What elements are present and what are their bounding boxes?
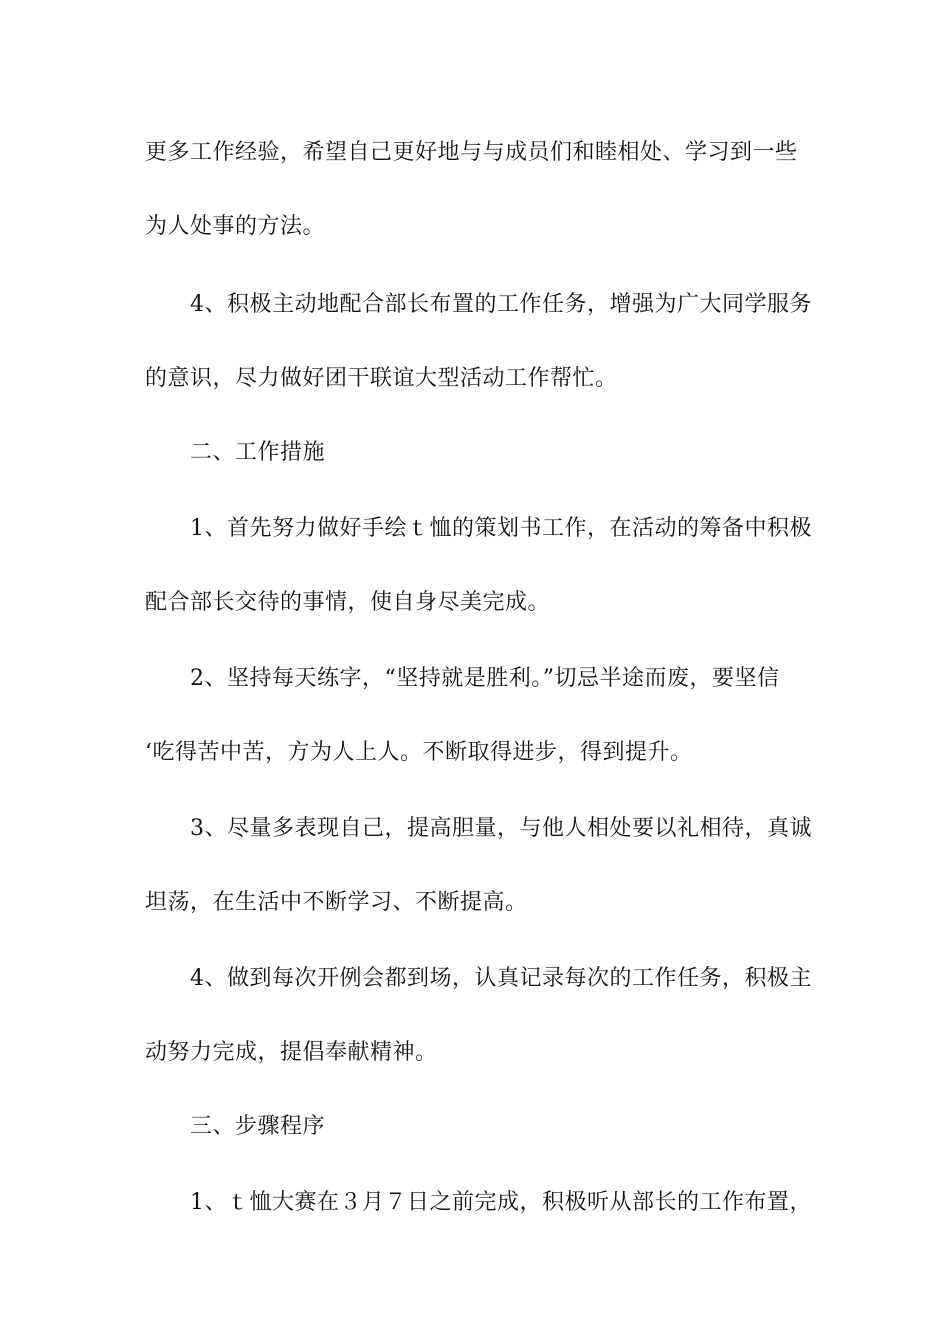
paragraph-line: 3、尽量多表现自己，提高胆量，与他人相处要以礼相待，真诚	[190, 816, 812, 841]
paragraph-line: 2、坚持每天练字，“坚持就是胜利。”切忌半途而废，要坚信	[190, 666, 780, 691]
paragraph-line: 更多工作经验，希望自己更好地与与成员们和睦相处、学习到一些	[145, 140, 798, 165]
paragraph-line: 坦荡，在生活中不断学习、不断提高。	[145, 890, 528, 915]
paragraph-line: 1、ｔ恤大赛在３月７日之前完成，积极听从部长的工作布置，	[190, 1190, 812, 1215]
paragraph-line: 动努力完成，提倡奉献精神。	[145, 1040, 438, 1065]
paragraph-line: 配合部长交待的事情，使自身尽美完成。	[145, 590, 551, 615]
paragraph-line: ‘吃得苦中苦，方为人上人。不断取得进步，得到提升。	[145, 740, 693, 765]
paragraph-line: 4、积极主动地配合部长布置的工作任务，增强为广大同学服务	[190, 292, 812, 317]
paragraph-line: 4、做到每次开例会都到场，认真记录每次的工作任务，积极主	[190, 966, 812, 991]
paragraph-line: 1、首先努力做好手绘ｔ恤的策划书工作，在活动的筹备中积极	[190, 516, 812, 541]
paragraph-line: 的意识，尽力做好团干联谊大型活动工作帮忙。	[145, 366, 618, 391]
section-heading: 三、步骤程序	[190, 1114, 326, 1139]
section-heading: 二、工作措施	[190, 440, 326, 465]
paragraph-line: 为人处事的方法。	[145, 214, 326, 239]
